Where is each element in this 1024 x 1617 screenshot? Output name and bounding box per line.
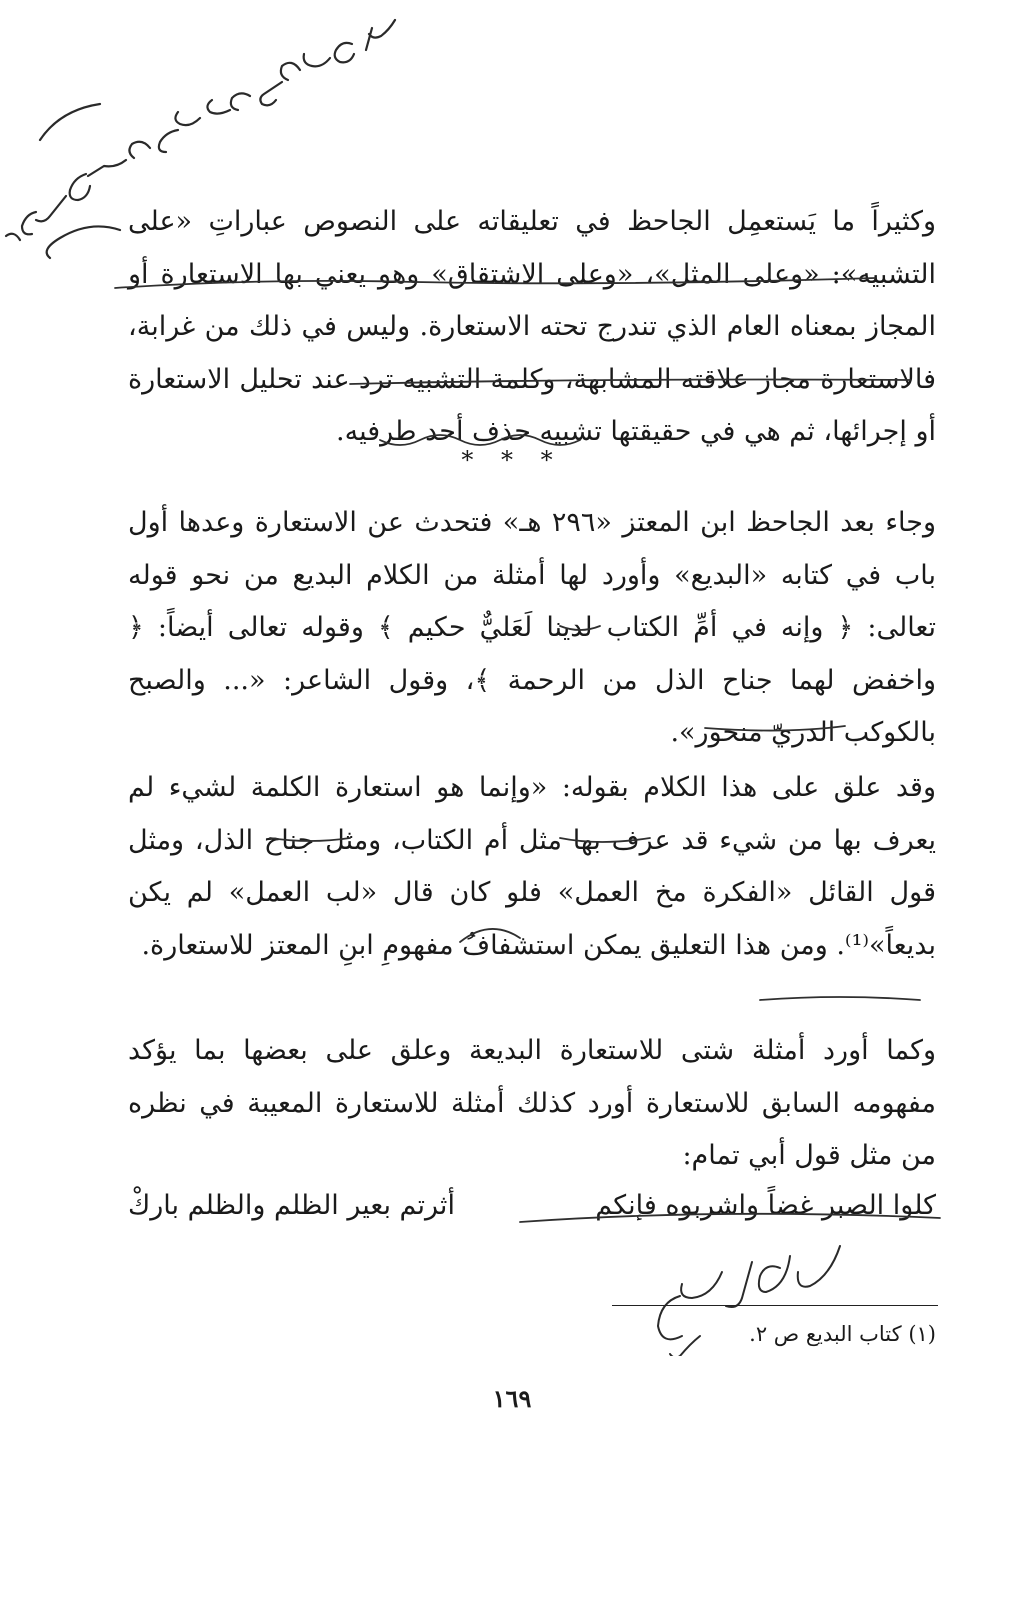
paragraph-2 [128,497,936,760]
page-number: ١٦٩ [492,1384,532,1413]
footnote: (١) كتاب البديع ص ٢. [749,1322,936,1346]
section-separator: * * * [461,446,563,474]
paragraph-text: وكثيراً ما يَستعمِل الجاحظ في تعليقاته على النصوص عباراتِ «على التشبيه»: «وعلى المثل»، «وعلى الاشتقاق» وهو يعني بها الاستعارة أو المجاز بمعناه العام الذي تندرج تحته الاستعارة. وليس في ذلك من غرابة، فالاستعارة مجاز علاقته المشابهة، وكلمة التشبيه ترد عند تحليل الاستعارة أو إجرائها، ثم هي في حقيقتها تشبيه حذف أحد طرفيه. [128,206,936,447]
footnote-divider [612,1305,938,1306]
paragraph-text: وكما أورد أمثلة شتى للاستعارة البديعة وعلق على بعضها بما يؤكد مفهومه السابق للاستعارة أورد كذلك أمثلة للاستعارة المعيبة في نظره من مثل قول أبي تمام: [128,1035,936,1171]
poetry-verse [128,1180,936,1233]
paragraph-1 [128,196,936,459]
paragraph-4 [128,1025,936,1183]
underline-9 [760,997,920,1000]
paragraph-3 [128,762,936,972]
verse-first-hemistich: كلوا الصبر غضاً واشربوه فإنكم [595,1190,936,1221]
paragraph-text: وجاء بعد الجاحظ ابن المعتز «٢٩٦ هـ» فتحدث عن الاستعارة وعدها أول باب في كتابه «البديع» وأورد لها أمثلة من الكلام البديع من نحو قوله تعالى: ﴿ وإنه في أمِّ الكتاب لدينا لَعَليٌّ حكيم ﴾ وقوله تعالى أيضاً: ﴿ واخفض لهما جناح الذل من الرحمة ﴾، وقول الشاعر: «... والصبح بالكوكب الدريّ منحور». [128,507,936,748]
paragraph-text: وقد علق على هذا الكلام بقوله: «وإنما هو استعارة الكلمة لشيء لم يعرف بها من شيء قد عرف بها مثل أم الكتاب، ومثل جناح الذل، ومثل قول القائل «الفكرة مخ العمل» فلو كان قال «لب العمل» لم يكن بديعاً»⁽¹⁾. ومن هذا التعليق يمكن استشفافُ مفهومِ ابنِ المعتز للاستعارة. [128,772,936,961]
verse-second-hemistich: أثرتم بعير الظلم والظلم باركْ [128,1190,455,1221]
